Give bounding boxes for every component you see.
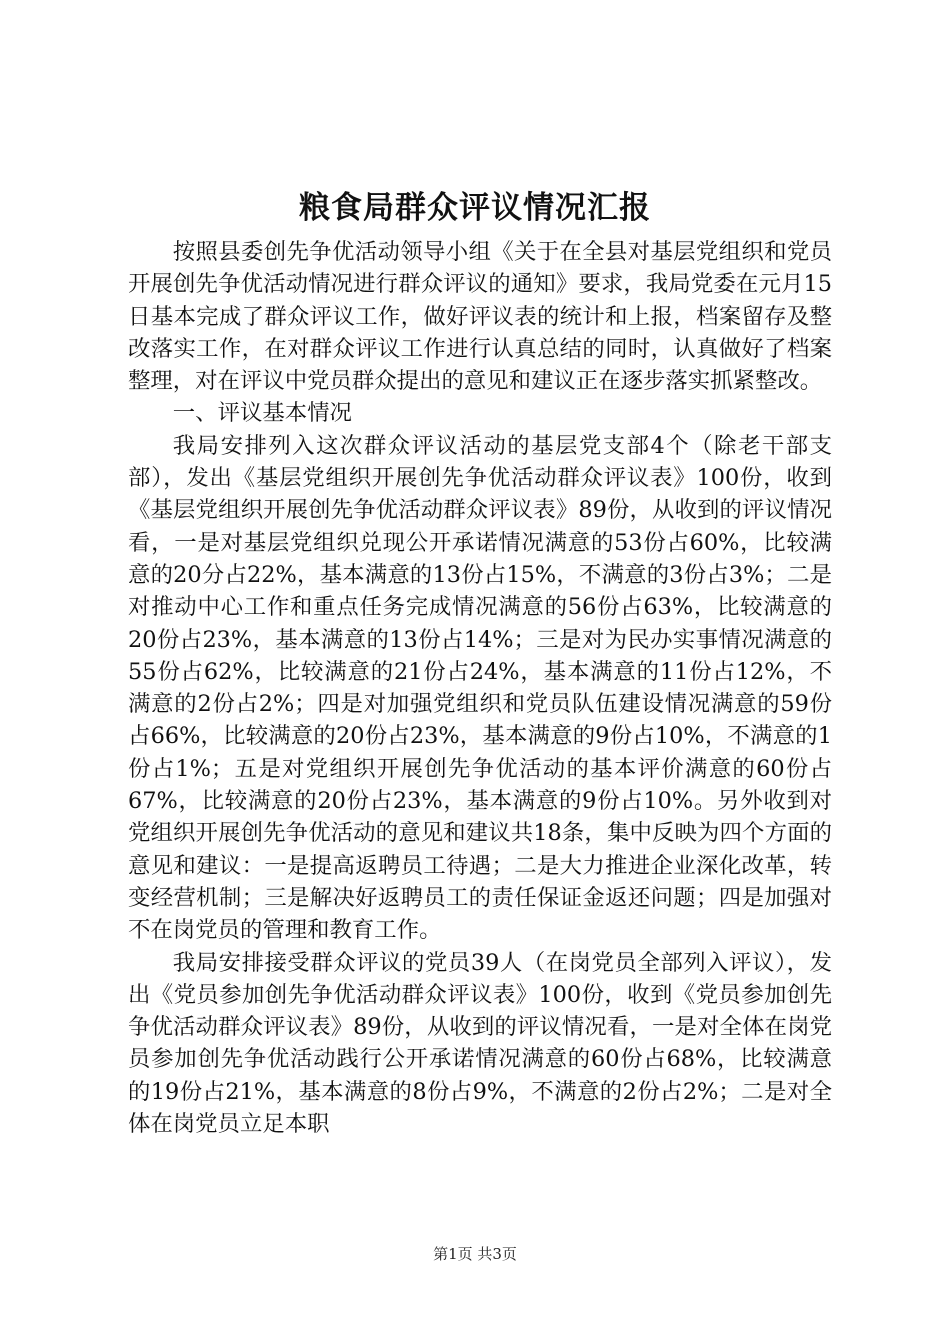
document-body — [128, 236, 832, 1140]
intro-paragraph: 按照县委创先争优活动领导小组《关于在全县对基层党组织和党员开展创先争优活动情况进行群众评议的通知》要求，我局党委在元月15日基本完成了群众评议工作，做好评议表的统计和上报，档案留存及整改落实工作，在对群众评议工作进行认真总结的同时，认真做好了档案整理，对在评议中党员群众提出的意见和建议正在逐步落实抓紧整改。 — [128, 239, 832, 395]
page-number-footer: 第1页 共3页 — [433, 1245, 517, 1263]
party-member-evaluation-paragraph: 我局安排接受群众评议的党员39人（在岗党员全部列入评议），发出《党员参加创先争优活动群众评议表》100份，收到《党员参加创先争优活动群众评议表》89份，从收到的评议情况看，一是对全体在岗党员参加创先争优活动践行公开承诺情况满意的60份占68%，比较满意的19份占21%，基本满意的8份占9%，不满意的2份占2%；二是对全体在岗党员立足本职 — [128, 949, 832, 1138]
party-branch-evaluation-paragraph: 我局安排列入这次群众评议活动的基层党支部4个（除老干部支部），发出《基层党组织开展创先争优活动群众评议表》100份，收到《基层党组织开展创先争优活动群众评议表》89份，从收到的评议情况看，一是对基层党组织兑现公开承诺情况满意的53份占60%，比较满意的20分占22%，基本满意的13份占15%，不满意的3份占3%；二是对推动中心工作和重点任务完成情况满意的56份占63%，比较满意的20份占23%，基本满意的13份占14%；三是对为民办实事情况满意的55份占62%，比较满意的21份占24%，基本满意的11份占12%，不满意的2份占2%；四是对加强党组织和党员队伍建设情况满意的59份占66%，比较满意的20份占23%，基本满意的9份占10%，不满意的1份占1%；五是对党组织开展创先争优活动的基本评价满意的60份占67%，比较满意的20份占23%，基本满意的9份占10%。另外收到对党组织开展创先争优活动的意见和建议共18条，集中反映为四个方面的意见和建议：一是提高返聘员工待遇；二是大力推进企业深化改革，转变经营机制；三是解决好返聘员工的责任保证金返还问题；四是加强对不在岗党员的管理和教育工作。 — [128, 432, 832, 944]
document-title: 粮食局群众评议情况汇报 — [299, 190, 651, 226]
section-heading: 一、评议基本情况 — [172, 400, 352, 427]
